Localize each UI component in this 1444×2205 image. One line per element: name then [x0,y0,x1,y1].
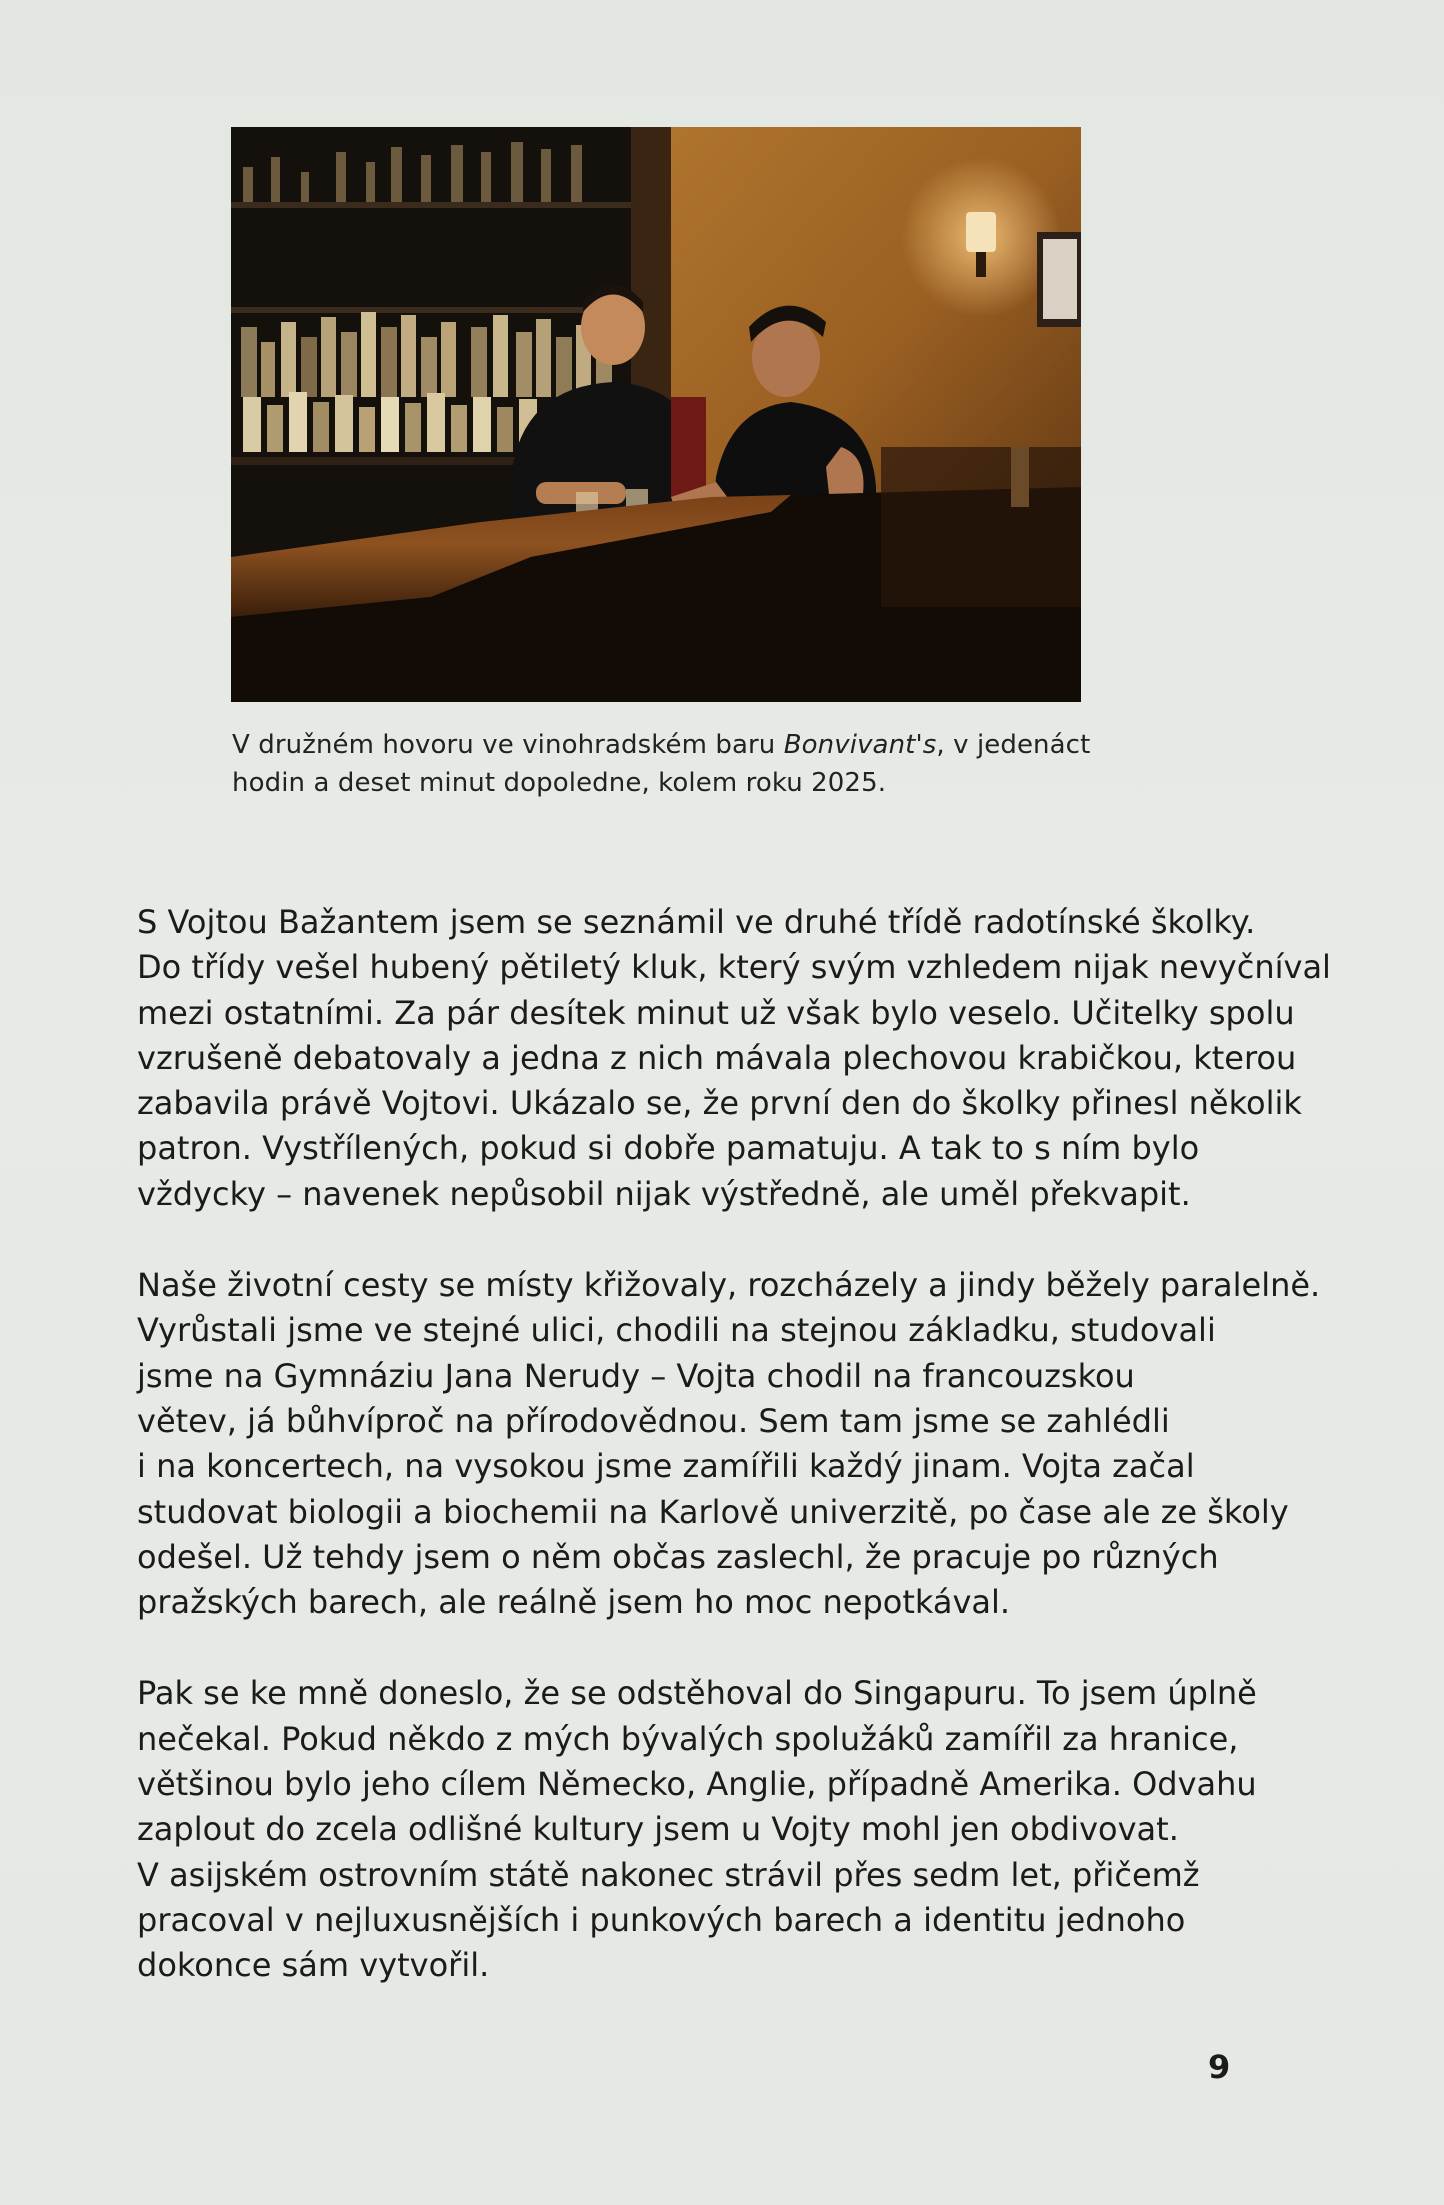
text-line: pracoval v nejluxusnějších i punkových barech a identitu jednoho [137,1900,1186,1939]
paragraph-1 [137,900,1331,1217]
paragraph-3 [137,1671,1287,1988]
caption-text: V družném hovoru ve vinohradském baru [232,730,784,760]
text-line: zabavila právě Vojtovi. Ukázalo se, že první den do školky přinesl několik [137,1084,1302,1123]
text-line: Vyrůstali jsme ve stejné ulici, chodili na stejnou základku, studovali [137,1311,1216,1350]
caption-line-2: hodin a deset minut dopoledne, kolem roku 2025. [232,768,887,798]
text-line: S Vojtou Bažantem jsem se seznámil ve druhé třídě radotínské školky. [137,903,1256,941]
text-line: V asijském ostrovním státě nakonec strávil přes sedm let, přičemž [137,1855,1200,1894]
text-line: i na koncertech, na vysokou jsme zamířili každý jinam. Vojta začal [137,1447,1195,1486]
caption-text: , v jedenáct [936,730,1091,760]
text-line: větev, já bůhvíproč na přírodovědnou. Sem tam jsme se zahlédli [137,1401,1170,1440]
paragraph-2 [137,1263,1321,1625]
text-line: patron. Vystřílených, pokud si dobře pamatuju. A tak to s ním bylo [137,1129,1200,1168]
text-line: vzrušeně debatovaly a jedna z nich mávala plechovou krabičkou, kterou [137,1038,1297,1077]
text-line: vždycky – navenek nepůsobil nijak výstředně, ale uměl překvapit. [137,1174,1191,1213]
photo-caption [232,726,1132,802]
text-line: Naše životní cesty se místy křižovaly, rozcházely a jindy běžely paralelně. [137,1266,1321,1305]
caption-bar-name: Bonvivant's [783,730,937,760]
bar-photo [231,127,1081,702]
page-number: 9 [1208,2048,1231,2086]
text-line: zaplout do zcela odlišné kultury jsem u Vojty mohl jen obdivovat. [137,1810,1179,1849]
text-line: dokonce sám vytvořil. [137,1946,490,1985]
text-line: pražských barech, ale reálně jsem ho moc nepotkával. [137,1583,1011,1622]
text-line: Do třídy vešel hubený pětiletý kluk, který svým vzhledem nijak nevyčníval [137,948,1331,987]
text-line: studovat biologii a biochemii na Karlově univerzitě, po čase ale ze školy [137,1492,1289,1531]
caption-line-1 [232,726,1132,764]
text-line: jsme na Gymnáziu Jana Nerudy – Vojta chodil na francouzskou [137,1356,1135,1395]
text-line: odešel. Už tehdy jsem o něm občas zaslechl, že pracuje po různých [137,1537,1219,1576]
text-line: Pak se ke mně doneslo, že se odstěhoval do Singapuru. To jsem úplně [137,1674,1257,1713]
text-line: nečekal. Pokud někdo z mých bývalých spolužáků zamířil za hranice, [137,1719,1239,1758]
text-line: většinou bylo jeho cílem Německo, Anglie, případně Amerika. Odvahu [137,1765,1257,1804]
body-text [137,900,1331,2035]
text-line: mezi ostatními. Za pár desítek minut už však bylo veselo. Učitelky spolu [137,993,1295,1032]
